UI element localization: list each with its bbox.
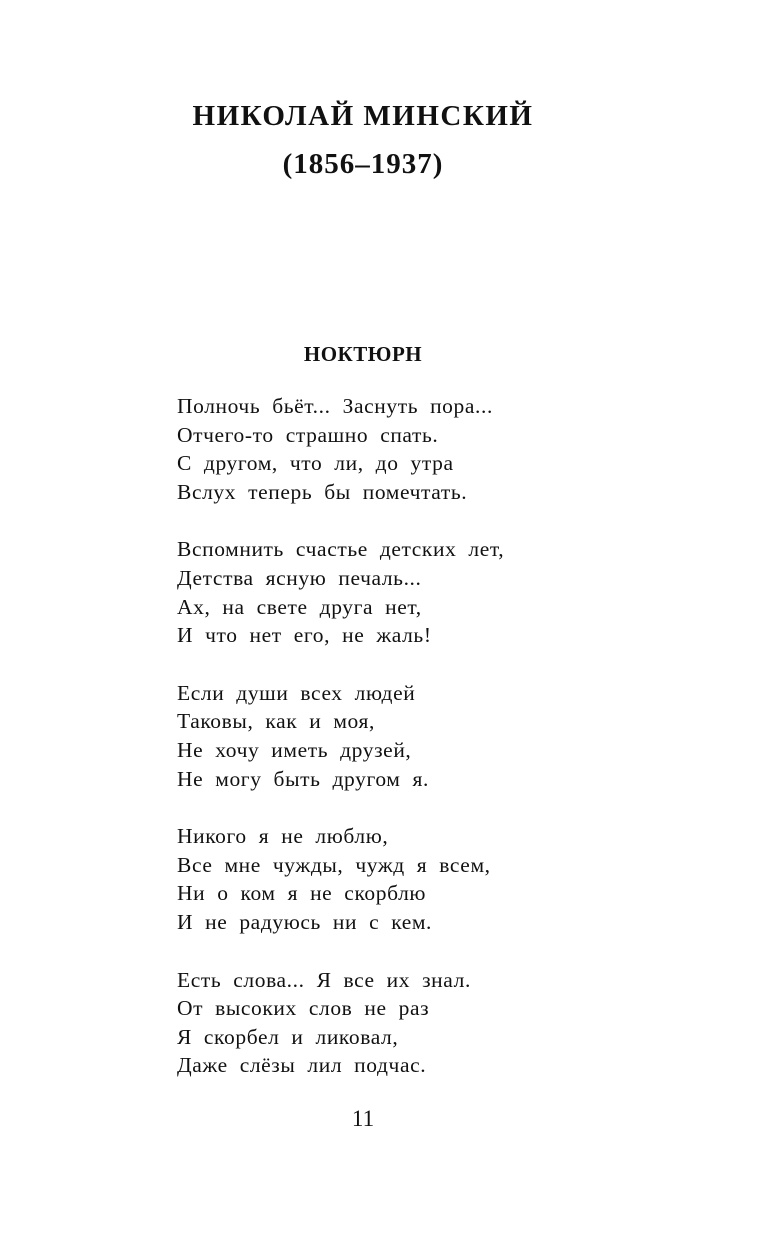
poem-line: Есть слова... Я все их знал. xyxy=(177,967,471,992)
poem-line: Таковы, как и моя, xyxy=(177,709,375,734)
poem-line: Никого я не люблю, xyxy=(177,824,389,849)
poem-title: НОКТЮРН xyxy=(303,342,423,366)
poem-line: Все мне чужды, чужд я всем, xyxy=(177,852,491,877)
poem-line: Не хочу иметь друзей, xyxy=(177,737,412,762)
poem-line: Если души всех людей xyxy=(177,680,416,705)
poem-body xyxy=(177,392,697,1109)
poem-line: Полночь бьёт... Заснуть пора... xyxy=(177,394,493,418)
poem-line: Отчего-то страшно спать. xyxy=(177,422,439,447)
poem-line: И не радуюсь ни с кем. xyxy=(177,909,433,934)
poem-line: Ни о ком я не скорблю xyxy=(177,881,427,906)
author-name: НИКОЛАЙ МИНСКИЙ xyxy=(192,100,534,132)
poem-line: Детства ясную печаль... xyxy=(177,565,422,590)
poem-line: Вслух теперь бы помечтать. xyxy=(177,479,468,504)
poem-line: Я скорбел и ликовал, xyxy=(177,1024,399,1049)
poem-line: Не могу быть другом я. xyxy=(177,766,429,791)
poem-line: И что нет его, не жаль! xyxy=(177,623,432,648)
poem-line: Даже слёзы лил подчас. xyxy=(177,1053,427,1078)
stanza-5 xyxy=(177,966,697,1080)
page-number: 11 xyxy=(351,1106,375,1131)
stanza-2 xyxy=(177,535,697,649)
stanza-1 xyxy=(177,392,697,506)
author-years: (1856–1937) xyxy=(282,148,444,180)
poem-line: С другом, что ли, до утра xyxy=(177,451,454,476)
stanza-4 xyxy=(177,822,697,936)
poem-line: От высоких слов не раз xyxy=(177,996,430,1021)
poem-line: Вспомнить счастье детских лет, xyxy=(177,537,505,562)
poem-line: Ах, на свете друга нет, xyxy=(177,594,422,619)
stanza-3 xyxy=(177,679,697,793)
